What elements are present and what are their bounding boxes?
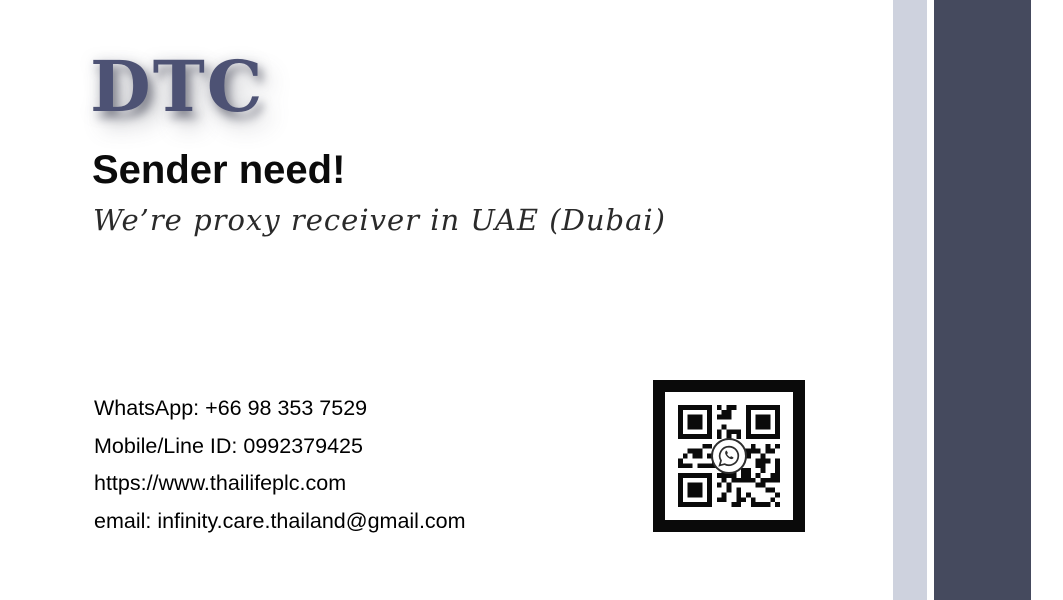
qr-quiet-zone: [665, 392, 793, 520]
headline: Sender need!: [92, 148, 346, 192]
contact-email: email: infinity.care.thailand@gmail.com: [94, 508, 466, 533]
contact-whatsapp: WhatsApp: +66 98 353 7529: [94, 396, 368, 420]
whatsapp-icon: [711, 438, 747, 474]
subheadline: We’re proxy receiver in UAE (Dubai): [93, 203, 666, 237]
dtc-logo: DTC: [90, 45, 265, 128]
contact-website: https://www.thailifeplc.com: [94, 471, 347, 496]
contact-block: [94, 390, 466, 540]
whatsapp-qr-code: [653, 380, 805, 532]
dark-accent-bar: [934, 0, 1031, 600]
light-accent-bar: [893, 0, 927, 600]
contact-mobile-line-id: Mobile/Line ID: 0992379425: [94, 433, 363, 458]
